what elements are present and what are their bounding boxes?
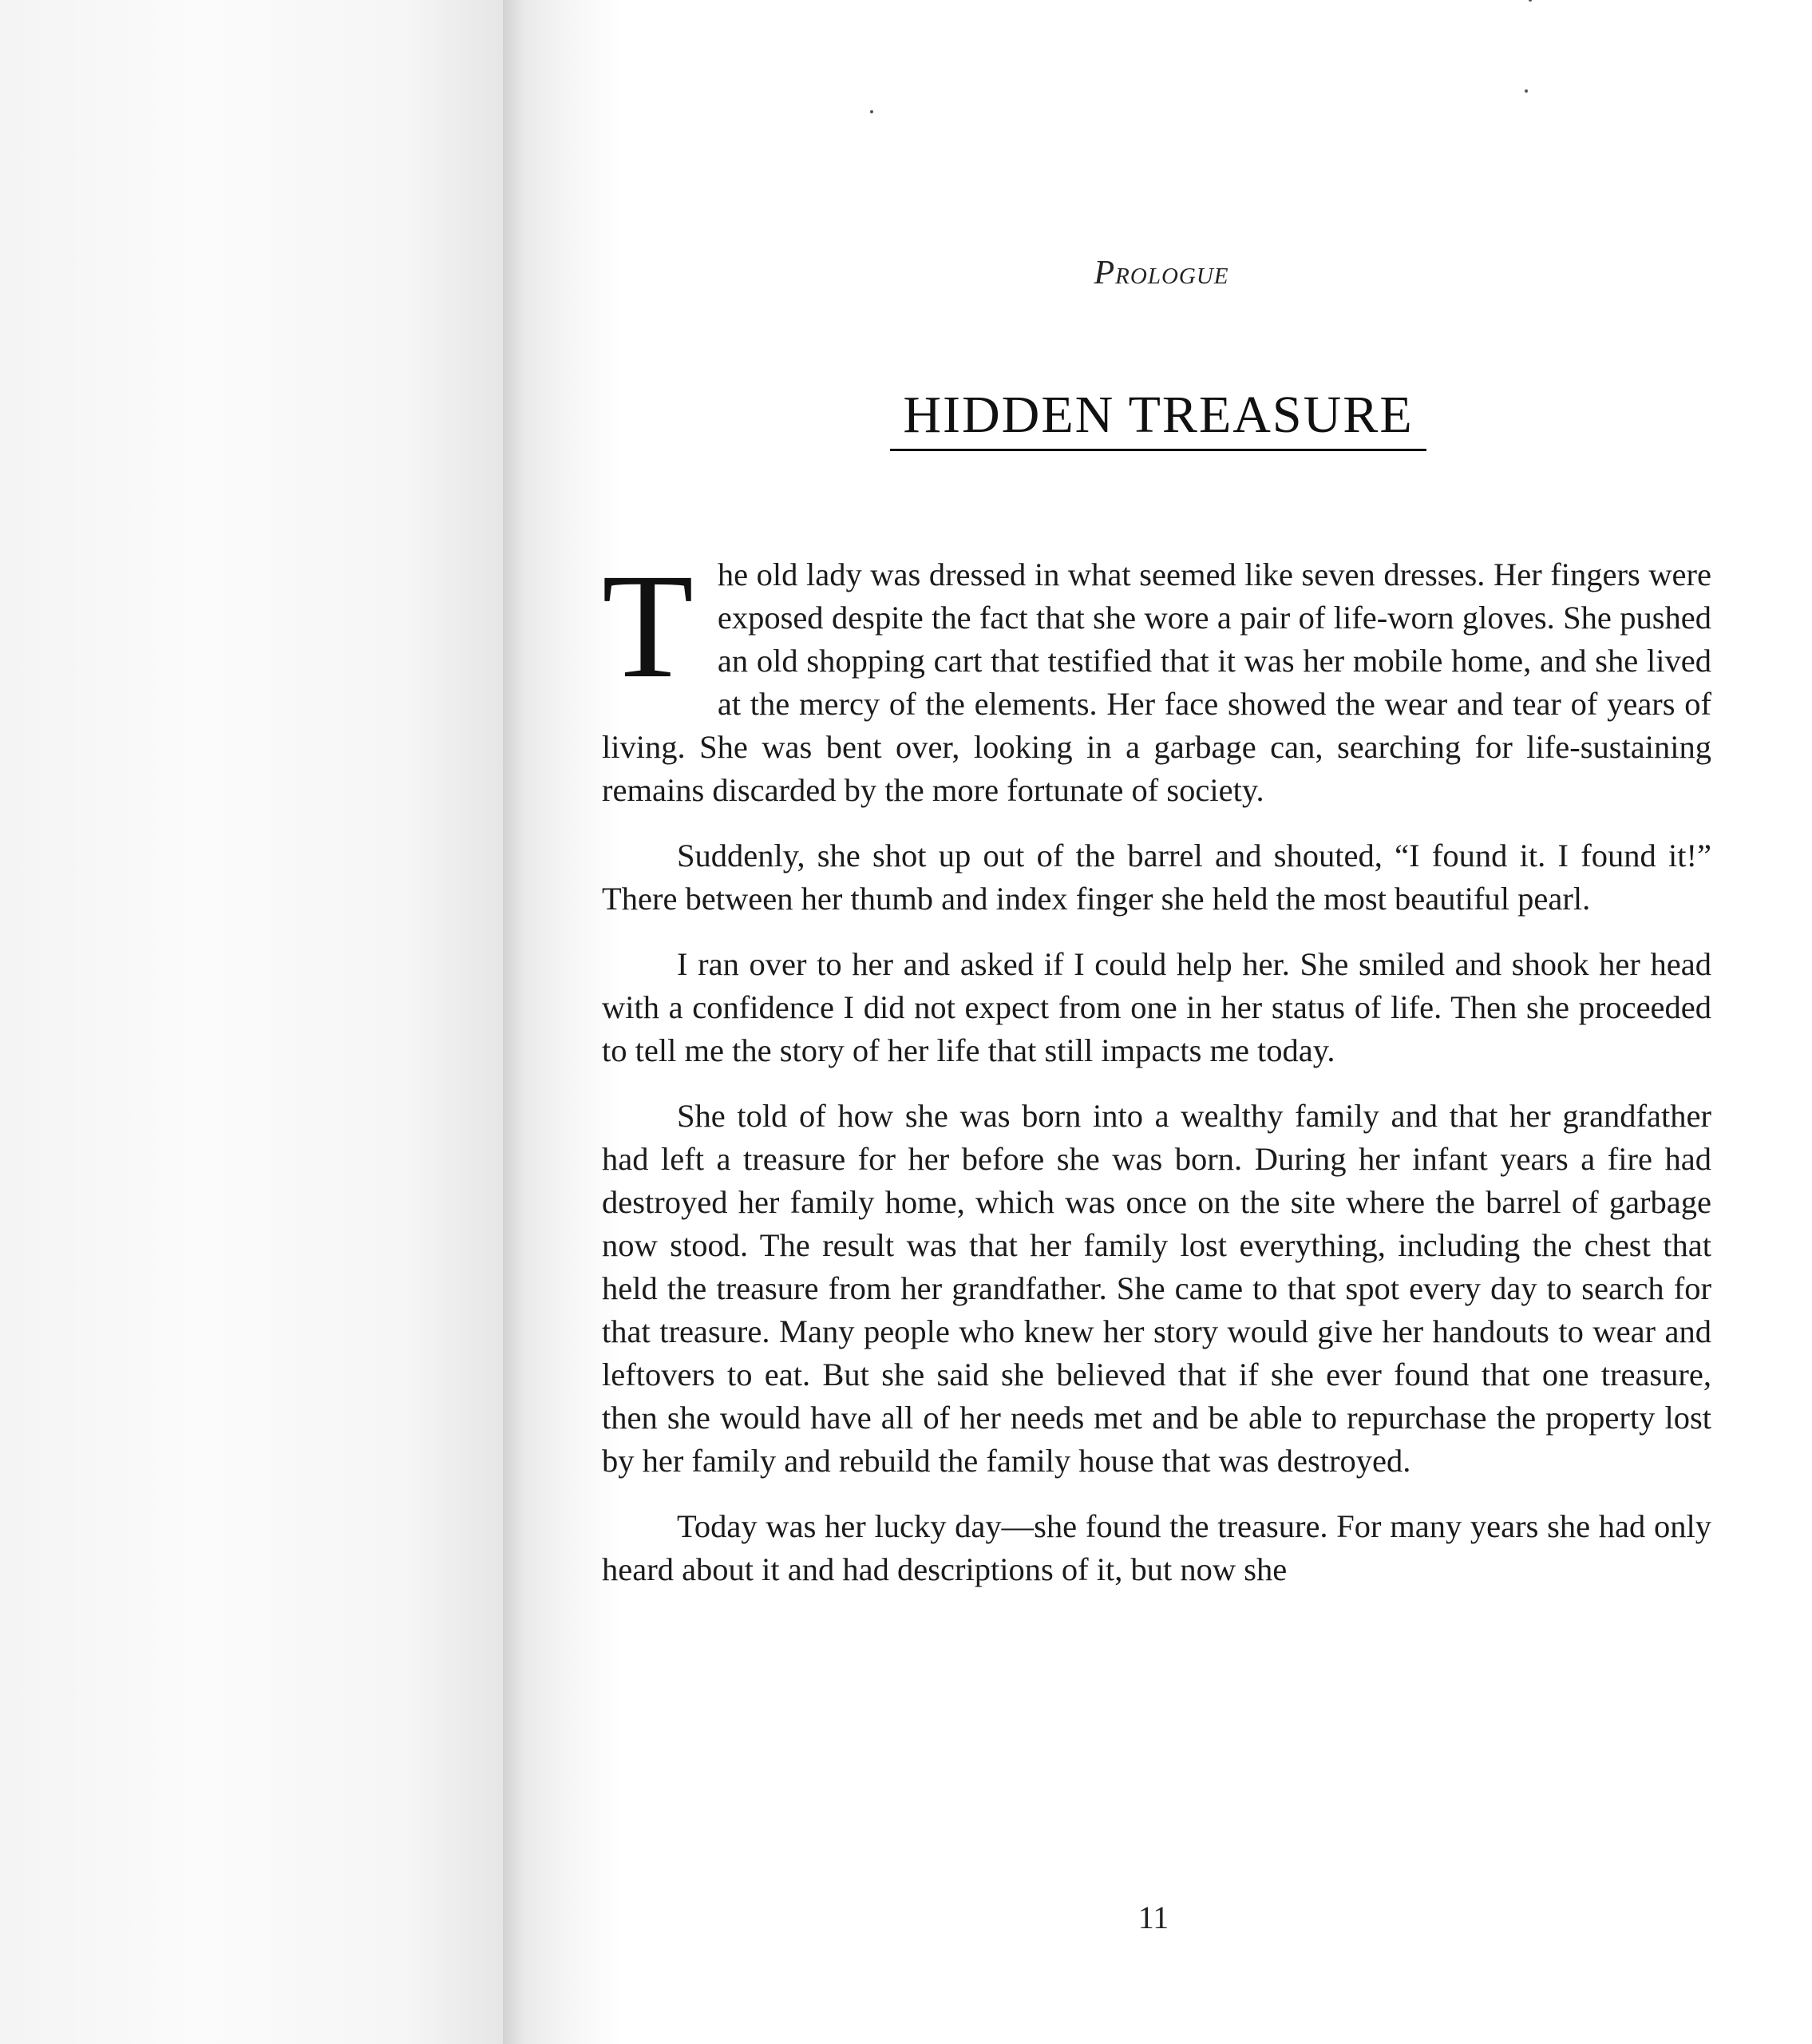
chapter-title: HIDDEN TREASURE (890, 382, 1426, 451)
paragraph-4: She told of how she was born into a wealthy family and that her grandfather had left a treasure for her before she was born. During her infant years a fire had destroyed her family home, which was once on the site where the barrel of garbage now stood. The result was that her family lost everything, including the chest that held the treasure from her grandfather. She came to that spot every day to search for that treasure. Many people who knew her story would give her handouts to wear and leftovers to eat. But she said she believed that if she ever found that one treasure, then she would have all of her needs met and be able to repurchase the property lost by her family and rebuild the family house that was destroyed. (602, 1098, 1711, 1479)
paragraph-1-text: he old lady was dressed in what seemed like seven dresses. Her fingers were exposed despite the fact that she wore a pair of life-worn gloves. She pushed an old shopping cart that testified that it was her mobile home, and she lived at the mercy of the elements. Her face showed the wear and tear of years of living. She was bent over, looking in a garbage can, searching for life-sustaining remains discarded by the more fortunate of society. (602, 557, 1711, 808)
paragraph-5: Today was her lucky day—she found the treasure. For many years she had only heard about it and had descriptions of it, but now she (602, 1508, 1711, 1587)
page-number: 11 (1137, 1899, 1169, 1935)
paragraph-2: Suddenly, she shot up out of the barrel and shouted, “I found it. I found it!” There between her thumb and index finger she held the most beautiful pearl. (602, 838, 1711, 917)
dust-speck (1529, 0, 1532, 2)
left-page-bleed (0, 0, 503, 2044)
drop-cap-letter: T (602, 542, 694, 709)
dust-speck (870, 110, 873, 113)
paragraph-3: I ran over to her and asked if I could help her. She smiled and shook her head with a confidence I did not expect from one in her status of life. Then she proceeded to tell me the story of her life that still impacts me today. (602, 946, 1711, 1068)
dust-speck (1525, 89, 1528, 93)
paragraph-1 (602, 542, 1711, 812)
body-text (602, 542, 1711, 1614)
chapter-label: Prologue (1094, 255, 1229, 291)
